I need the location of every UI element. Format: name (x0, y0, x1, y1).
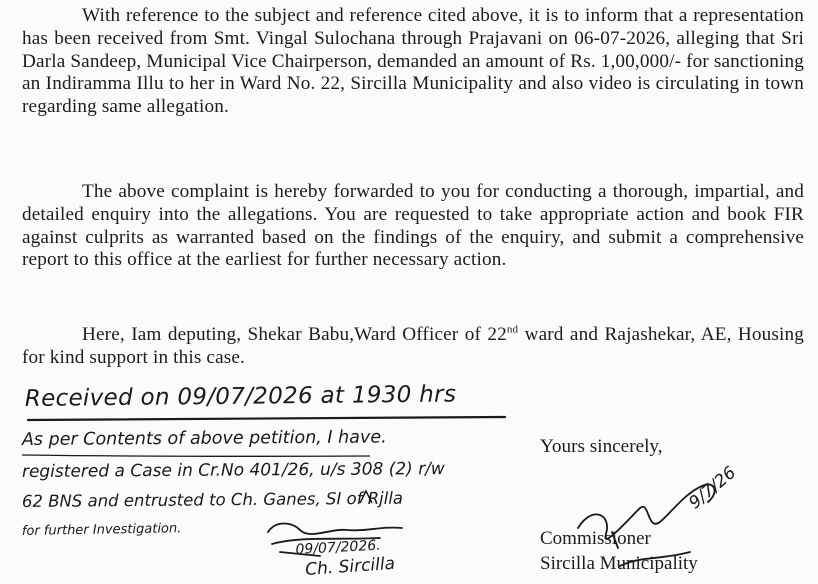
paragraph-reference-text: With reference to the subject and reference cited above, it is to inform that a representation has been received from Smt. Vingal Sulochana through Prajavani on 06-07-2026, alleging that Sri Darla Sandeep, Municipal Vice Chairperson, demanded an amount of Rs. 1,00,000/- for sanctioning an Indiramma Illu to her in Ward No. 22, Sircilla Municipality and also video is circulating in town regarding same allegation. (22, 5, 804, 118)
endorsement-underline-1 (22, 455, 370, 456)
endorsement-sign-date: 09/07/2026. (295, 537, 382, 558)
paragraph-deputing-text-end: ward and Rajashekar, AE, Housing for kind support in this case. (22, 324, 804, 368)
office-name: Sircilla Municipality (540, 553, 698, 574)
officer-signature-scribble (268, 524, 402, 557)
endorsement-sign-place: Ch. Sircilla (304, 553, 396, 580)
paragraph-deputing-text: Here, Iam deputing, Shekar Babu,Ward Officer of 22 (82, 324, 507, 345)
endorsement-line-4: for further Investigation. (21, 521, 182, 539)
received-note: Received on 09/07/2026 at 1930 hrs (24, 381, 457, 412)
signature-date: 9/7/26 (685, 462, 741, 514)
paragraph-forwarding-text: The above complaint is hereby forwarded to you for conducting a thorough, impartial, and detailed enquiry into the allegations. You are requested to take appropriate action and book FIR against culprits as warranted based on the findings of the enquiry, and submit a comprehensive report to this office at the earliest for further necessary action. (22, 181, 804, 271)
ordinal-suffix: nd (506, 323, 519, 336)
endorsement-line-2: registered a Case in Cr.No 401/26, u/s 308 (2) r/w (21, 459, 445, 482)
endorsement-line-3: 62 BNS and entrusted to Ch. Ganes, SI of Rjlla (21, 488, 404, 511)
caret-mark (360, 491, 372, 503)
endorsement-line-1: As per Contents of above petition, I have. (21, 427, 387, 450)
closing-line: Yours sincerely, (540, 436, 663, 457)
received-underline (28, 417, 505, 420)
officer-title: Commissioner (540, 528, 651, 549)
